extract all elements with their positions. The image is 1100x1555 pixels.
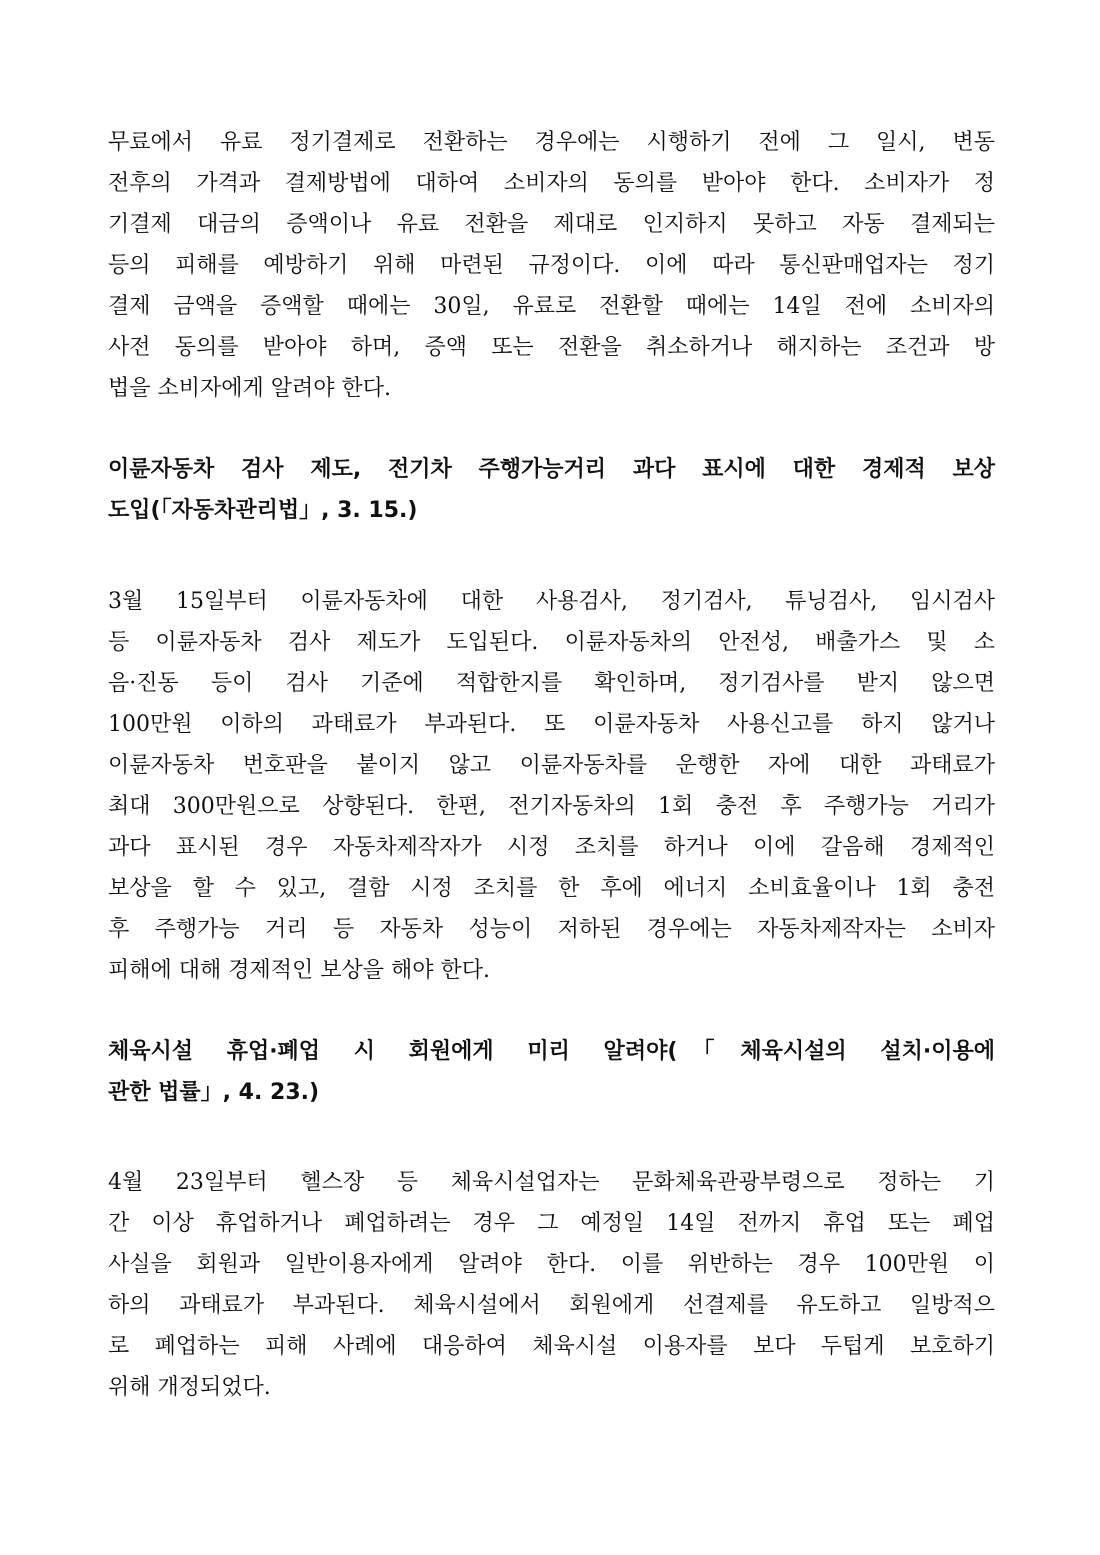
text-line: 로 폐업하는 피해 사례에 대응하여 체육시설 이용자를 보다 두텁게 보호하기 (108, 1334, 995, 1359)
text-line: 보상을 할 수 있고, 결함 시정 조치를 한 후에 에너지 소비효율이나 1회 충전 (108, 876, 995, 901)
text-line: 간 이상 휴업하거나 폐업하려는 경우 그 예정일 14일 전까지 휴업 또는 폐업 (108, 1211, 995, 1236)
text-line: 사전 동의를 받아야 하며, 증액 또는 전환을 취소하거나 해지하는 조건과 방 (108, 335, 995, 360)
text-line: 후 주행가능 거리 등 자동차 성능이 저하된 경우에는 자동차제작자는 소비자 (108, 917, 995, 942)
text-line: 4월 23일부터 헬스장 등 체육시설업자는 문화체육관광부령으로 정하는 기 (108, 1170, 995, 1195)
text-line: 법을 소비자에게 알려야 한다. (108, 376, 391, 401)
text-line: 하의 과태료가 부과된다. 체육시설에서 회원에게 선결제를 유도하고 일방적으 (108, 1293, 995, 1318)
text-line: 기결제 대금의 증액이나 유료 전환을 제대로 인지하지 못하고 자동 결제되는 (108, 212, 995, 237)
text-line: 피해에 대해 경제적인 보상을 해야 한다. (108, 958, 490, 983)
text-line: 이륜자동차 번호판을 붙이지 않고 이륜자동차를 운행한 자에 대한 과태료가 (108, 753, 995, 778)
text-line: 등의 피해를 예방하기 위해 마련된 규정이다. 이에 따라 통신판매업자는 정기 (108, 253, 995, 278)
text-line: 3월 15일부터 이륜자동차에 대한 사용검사, 정기검사, 튜닝검사, 임시검사 (108, 589, 995, 614)
text-line: 100만원 이하의 과태료가 부과된다. 또 이륜자동차 사용신고를 하지 않거나 (108, 712, 995, 737)
heading-line: 관한 법률」, 4. 23.) (108, 1080, 320, 1105)
text-line: 등 이륜자동차 검사 제도가 도입된다. 이륜자동차의 안전성, 배출가스 및 소 (108, 630, 995, 655)
text-line: 최대 300만원으로 상향된다. 한편, 전기자동차의 1회 충전 후 주행가능 거리가 (108, 794, 995, 819)
text-line: 과다 표시된 경우 자동차제작자가 시정 조치를 하거나 이에 갈음해 경제적인 (108, 835, 995, 860)
text-line: 결제 금액을 증액할 때에는 30일, 유료로 전환할 때에는 14일 전에 소비자의 (108, 294, 995, 319)
text-line: 무료에서 유료 정기결제로 전환하는 경우에는 시행하기 전에 그 일시, 변동 (108, 130, 995, 155)
heading-line: 도입(「자동차관리법」, 3. 15.) (108, 498, 418, 523)
heading-line: 체육시설 휴업·폐업 시 회원에게 미리 알려야(「체육시설의 설치·이용에 (108, 1039, 995, 1064)
text-line: 음·진동 등이 검사 기준에 적합한지를 확인하며, 정기검사를 받지 않으면 (108, 671, 995, 696)
text-line: 전후의 가격과 결제방법에 대하여 소비자의 동의를 받아야 한다. 소비자가 정 (108, 171, 995, 196)
text-line: 위해 개정되었다. (108, 1375, 271, 1400)
text-line: 사실을 회원과 일반이용자에게 알려야 한다. 이를 위반하는 경우 100만원 이 (108, 1252, 995, 1277)
heading-line: 이륜자동차 검사 제도, 전기차 주행가능거리 과다 표시에 대한 경제적 보상 (108, 457, 995, 482)
